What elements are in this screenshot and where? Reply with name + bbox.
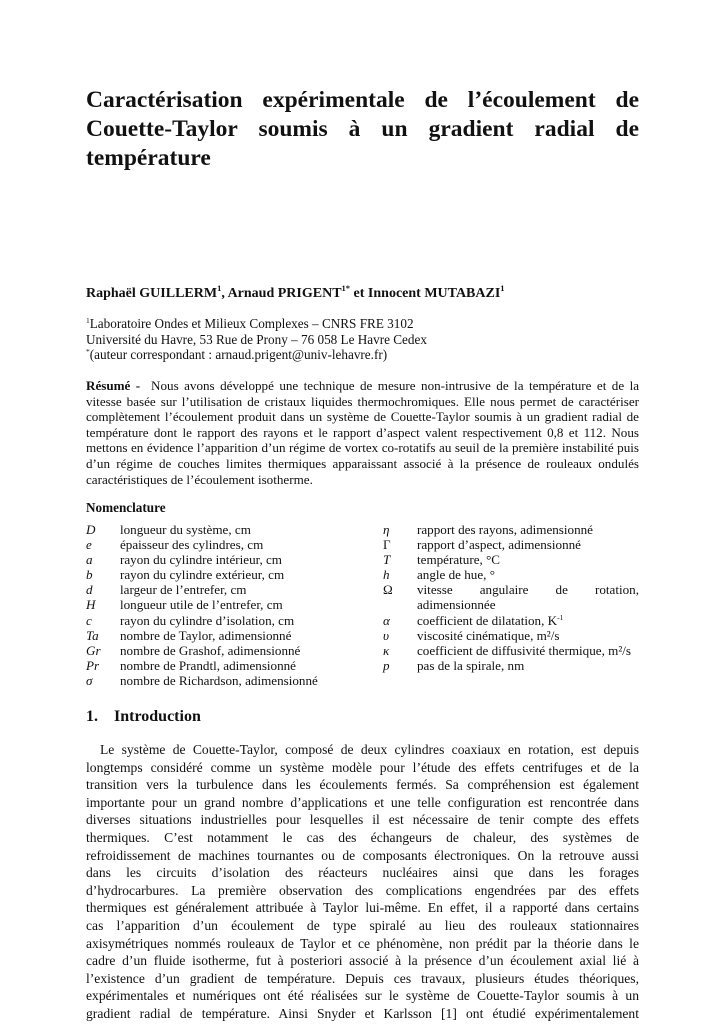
nom-description: vitesse angulaire de rotation, <box>417 582 639 598</box>
nom-symbol: α <box>383 612 390 628</box>
nom-description: nombre de Richardson, adimensionné <box>120 672 318 688</box>
affiliation-address: Université du Havre, 53 Rue de Prony – 76 058 Le Havre Cedex <box>86 331 427 347</box>
nom-description: pas de la spirale, nm <box>417 657 525 673</box>
nom-symbol: h <box>383 567 390 583</box>
nom-description: coefficient de diffusivité thermique, m²/s <box>417 642 631 658</box>
affil-lab-text: Laboratoire Ondes et Milieux Complexes – CNRS FRE 3102 <box>89 316 414 331</box>
section-title: Introduction <box>114 708 201 725</box>
title-line: température <box>86 145 211 171</box>
nomenclature-left-column <box>86 522 356 688</box>
text-line: dans les circuits d’isolation des réacteurs nucléaires ainsi que dans les forages <box>86 865 639 881</box>
author-separator: et <box>350 286 368 301</box>
nomenclature-item <box>383 628 639 643</box>
nom-description: rapport des rayons, adimensionné <box>417 522 593 537</box>
section-number: 1. <box>86 708 98 725</box>
nom-symbol: D <box>86 522 96 537</box>
author-name: Arnaud PRIGENT <box>227 286 342 301</box>
text-line: importante pour un grand nombre d’applications et une telle configuration est rencontrée dans <box>86 794 639 810</box>
nom-symbol: σ <box>86 672 93 688</box>
corr-marker: * <box>86 347 90 356</box>
title-line: Couette-Taylor soumis à un gradient radial de <box>86 116 639 142</box>
paper-title <box>86 86 639 173</box>
nom-description: nombre de Grashof, adimensionné <box>120 642 301 658</box>
nom-symbol: Ta <box>86 627 99 643</box>
nom-symbol: υ <box>383 627 390 643</box>
nom-description: nombre de Taylor, adimensionné <box>120 627 292 643</box>
nom-symbol: b <box>86 567 93 583</box>
text-line: gradient radial de température. Ainsi Snyder et Karlsson [1] ont étudié expérimentalement <box>86 1005 639 1021</box>
nom-description: rayon du cylindre intérieur, cm <box>120 552 282 568</box>
nomenclature-item <box>86 567 356 582</box>
abstract-text: Nous avons développé une technique de mesure non-intrusive de la température et de la vitesse basée sur l’utilisation de cristaux liquides thermochromiques. Elle nous permet de caractériser complètement l’écoulement produit dans un système de Couette-Taylor soumis à un gradient radial de température dont le rapport des rayons et le rapport d’aspect valent respectivement 0,8 et 112. Nous mettons en évidence l’apparition d’un régime de vortex co-rotatifs au seuil de la première instabilité puis d’un régime de couches limites thermiques apparaissant associé à la présence de rouleaux ondulés caractéristiques de l’écoulement isotherme. <box>86 378 640 487</box>
title-line: Caractérisation expérimentale de l’écoulement de <box>86 87 639 113</box>
nomenclature-item <box>86 643 356 658</box>
nom-description: épaisseur des cylindres, cm <box>120 537 264 553</box>
nom-symbol: c <box>86 612 92 628</box>
affiliation-block <box>86 316 427 363</box>
nomenclature-item <box>383 613 639 628</box>
nom-symbol: a <box>86 552 93 568</box>
author-affil-marker: 1* <box>341 283 351 293</box>
nom-description: rapport d’aspect, adimensionné <box>417 537 581 553</box>
introduction-paragraph <box>86 741 639 1023</box>
author-affil-marker: 1 <box>217 283 222 293</box>
text-line: diverses situations industrielles pour lesquelles il est nécessaire de tenir compte des effets <box>86 812 639 828</box>
nom-description: largeur de l’entrefer, cm <box>120 582 247 598</box>
nomenclature-item <box>383 552 639 567</box>
text-line: cas l’apparition d’un écoulement de type spiralé au lieu des rouleaux stationnaires <box>86 917 639 933</box>
nomenclature-item <box>383 658 639 673</box>
nom-symbol: Γ <box>383 537 391 553</box>
nom-description: rayon du cylindre extérieur, cm <box>120 567 285 583</box>
nomenclature-item <box>383 643 639 658</box>
text-line: l’existence d’un gradient de température. Depuis ces travaux, plusieurs études théoriques, <box>86 970 639 986</box>
nom-symbol: η <box>383 522 390 537</box>
nom-description: rayon du cylindre d’isolation, cm <box>120 612 295 628</box>
author-name: Innocent MUTABAZI <box>367 286 501 301</box>
text-line: refroidissement de machines tournantes ou de composants électroniques. On la retrouve aussi <box>86 847 639 863</box>
nom-symbol: T <box>383 552 391 568</box>
nomenclature-item <box>86 658 356 673</box>
nom-description: angle de hue, ° <box>417 567 495 583</box>
nom-description: viscosité cinématique, m²/s <box>417 627 560 643</box>
text-line: d’hydrocarbures. La première observation des complications engendrées par des effets <box>86 882 639 898</box>
nom-symbol: Pr <box>86 657 100 673</box>
section-heading <box>86 708 201 726</box>
text-line: transition vers la turbulence dans les écoulements fermés. Sa compréhension est également <box>86 777 639 793</box>
nomenclature-item <box>86 673 356 688</box>
nom-description: coefficient de dilatation, K <box>417 612 558 628</box>
nom-symbol: p <box>383 657 390 673</box>
text-line: cadre d’un fluide isotherme, fut à posteriori associé à la présence d’un écoulement axial lié à <box>86 953 639 969</box>
nomenclature-item <box>383 537 639 552</box>
nom-description: nombre de Prandtl, adimensionné <box>120 657 296 673</box>
nom-symbol: Gr <box>86 642 101 658</box>
nomenclature-item <box>86 613 356 628</box>
abstract <box>86 378 639 487</box>
nom-symbol-blank <box>383 597 417 612</box>
corresponding-author <box>86 347 427 363</box>
nom-description: longueur utile de l’entrefer, cm <box>120 597 283 613</box>
nomenclature-item <box>86 552 356 567</box>
nomenclature-heading: Nomenclature <box>86 500 166 515</box>
nom-symbol: H <box>86 597 96 613</box>
nom-unit-exponent: -1 <box>557 612 564 622</box>
text-line: thermiques est généralement attribuée à Taylor lui-même. En effet, il a rapporté dans certains <box>86 900 639 916</box>
text-line: longtemps considéré comme un système modèle pour l’étude des effets centrifuges et de la <box>86 759 639 775</box>
nomenclature-item <box>383 522 639 537</box>
nomenclature-item-continued <box>383 597 639 612</box>
author-separator: , <box>221 286 228 301</box>
nomenclature-item <box>86 628 356 643</box>
text-line: expérimentales et numériques ont été réalisées sur le système de Couette-Taylor soumis à un <box>86 988 639 1004</box>
nom-symbol: Ω <box>383 582 393 598</box>
nom-description-wrap <box>417 613 639 628</box>
nomenclature-right-column <box>383 522 639 673</box>
nomenclature-item <box>383 582 639 597</box>
affil-marker: 1 <box>86 316 90 325</box>
abstract-label: Résumé - <box>86 378 141 393</box>
author-affil-marker: 1 <box>500 283 505 293</box>
nomenclature-item <box>86 537 356 552</box>
author-name: Raphaël GUILLERM <box>86 286 218 301</box>
text-line: thermiques. C’est notamment le cas des échangeurs de chaleur, des systèmes de <box>86 829 639 845</box>
nomenclature-item <box>86 522 356 537</box>
nomenclature-item <box>383 567 639 582</box>
nom-symbol: e <box>86 537 92 553</box>
nom-description: température, °C <box>417 552 501 568</box>
nom-description: adimensionnée <box>417 597 496 613</box>
nom-symbol: d <box>86 582 93 598</box>
nomenclature-item <box>86 597 356 612</box>
affiliation-lab <box>86 316 427 332</box>
corr-text: (auteur correspondant : arnaud.prigent@univ-lehavre.fr) <box>89 347 388 362</box>
nomenclature-item <box>86 582 356 597</box>
author-list <box>86 283 505 302</box>
nom-description: longueur du système, cm <box>120 522 251 537</box>
nom-symbol: κ <box>383 642 390 658</box>
paper-page <box>86 86 640 1021</box>
text-line: axisymétriques nommés rouleaux de Taylor et ce phénomène, non prédit par la théorie dans le <box>86 935 639 951</box>
text-line: Le système de Couette-Taylor, composé de deux cylindres coaxiaux en rotation, est depuis <box>100 742 639 757</box>
